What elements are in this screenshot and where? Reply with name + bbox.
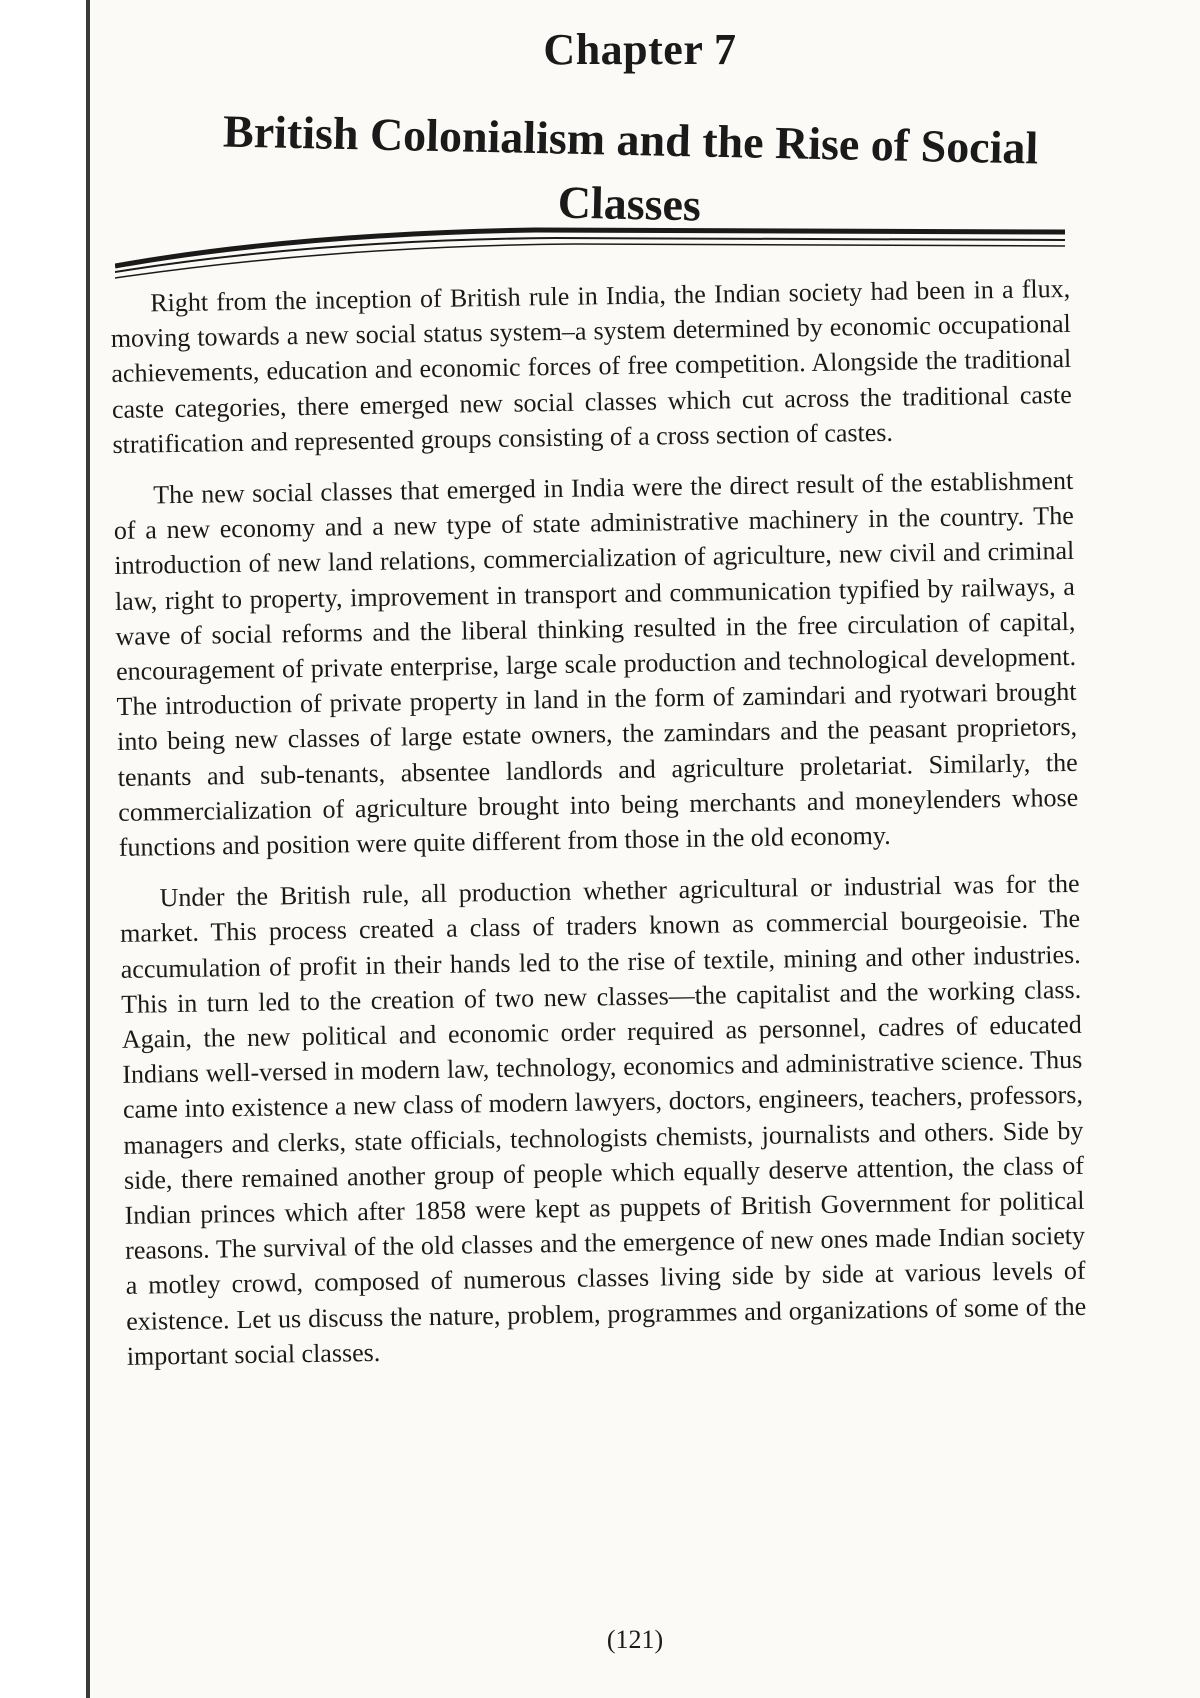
book-binding-edge	[86, 0, 90, 1698]
paragraph-2: The new social classes that emerged in India were the direct result of the establishment of a new economy and a new type of state administrative machinery in the country. The introduction of new land relations, commercialization of agriculture, new civil and criminal law, right to property, improvement in transport and communication typified by railways, a wave of social reforms and the liberal thinking resulted in the free circulation of capital, encouragement of private enterprise, large scale production and technological development. The introduction of private property in land in the form of zamindari and ryotwari brought into being new classes of large estate owners, the zamindars and the peasant proprietors, tenants and sub-tenants, absentee landlords and agriculture proletariat. Similarly, the commercialization of agriculture brought into being merchants and moneylenders whose functions and position were quite different from those in the old economy.	[113, 465, 1079, 862]
chapter-title: British Colonialism and the Rise of Social Classes	[222, 105, 1039, 231]
paragraph-3: Under the British rule, all production whether agricultural or industrial was for the market. This process created a class of traders known as commercial bourgeoisie. The accumulation of profit in their hands led to the rise of textile, mining and other industries. This in turn led to the creation of two new classes—the capitalist and the working class. Again, the new political and economic order required as personnel, cadres of educated Indians well-versed in modern law, technology, economics and administrative science. Thus came into existence a new class of modern lawyers, doctors, engineers, teachers, professors, managers and clerks, state officials, technologists chemists, journalists and others. Side by side, there remained another group of people which equally deserve attention, the class of Indian princes which after 1858 were kept as puppets of British Government for political reasons. The survival of the old classes and the emergence of new ones made Indian society a motley crowd, composed of numerous classes living side by side at various levels of existence. Let us discuss the nature, problem, programmes and organizations of some of the important social classes.	[119, 869, 1087, 1371]
page-number: (121)	[606, 1625, 664, 1654]
page-margin	[0, 0, 86, 1698]
paragraph-1: Right from the inception of British rule in India, the Indian society had been in a flux, moving towards a new social status system–a system determined by economic occupational achievements, education and economic forces of free competition. Alongside the traditional caste categories, there emerged new social classes which cut across the traditional caste stratification and represented groups consisting of a cross section of castes.	[110, 273, 1073, 459]
chapter-label: Chapter 7	[543, 25, 737, 74]
chapter-body	[110, 271, 1087, 1390]
